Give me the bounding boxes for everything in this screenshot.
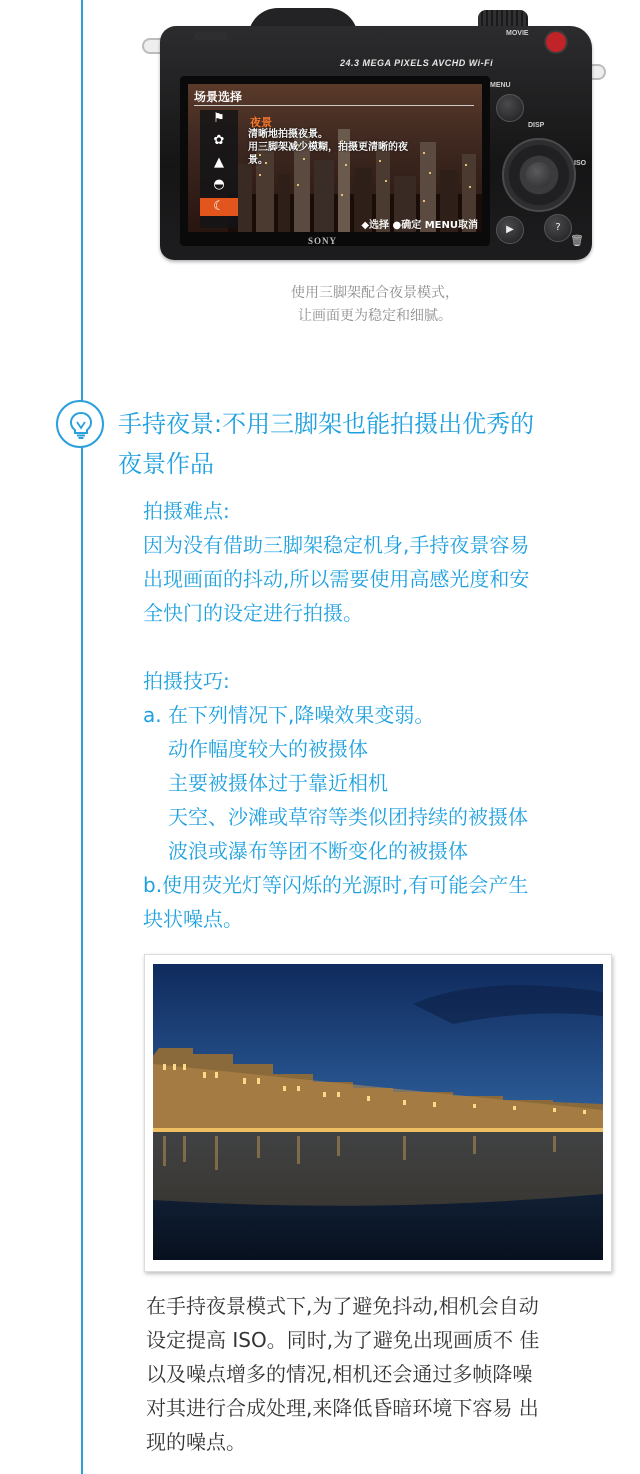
tip-a-item: 波浪或瀑布等团不断变化的被摄体 bbox=[168, 839, 468, 863]
landscape-icon: ▲ bbox=[214, 155, 224, 170]
lightbulb-icon bbox=[56, 400, 104, 448]
iso-label: ISO bbox=[574, 160, 587, 167]
paragraph-line: 以及噪点增多的情况,相机还会通过多帧降噪 bbox=[146, 1362, 533, 1386]
paragraph-line: 设定提高 ISO。同时,为了避免出现画质不 佳 bbox=[146, 1328, 540, 1352]
paragraph-line: 对其进行合成处理,来降低昏暗环境下容易 出 bbox=[146, 1396, 539, 1420]
camera-illustration bbox=[140, 0, 610, 262]
movie-label: MOVIE bbox=[506, 30, 529, 37]
timeline-line bbox=[81, 0, 83, 1474]
paragraph-line: 现的噪点。 bbox=[146, 1430, 246, 1454]
playback-icon: ▶ bbox=[496, 216, 524, 244]
brand-logo: SONY bbox=[308, 236, 338, 246]
section-heading: 手持夜景:不用三脚架也能拍摄出优秀的 bbox=[118, 410, 535, 438]
sports-icon: ⚑ bbox=[213, 111, 225, 126]
night-scene-icon: ☾ bbox=[200, 198, 238, 216]
scene-mode-name: 夜景 bbox=[250, 116, 272, 129]
difficulty-text-line: 全快门的设定进行拍摄。 bbox=[143, 601, 363, 625]
center-button bbox=[526, 162, 552, 188]
difficulty-text-line: 出现画面的抖动,所以需要使用高感光度和安 bbox=[143, 567, 530, 591]
flash-button bbox=[194, 32, 228, 40]
lcd-display bbox=[188, 84, 482, 232]
tip-a-item: 动作幅度较大的被摄体 bbox=[168, 737, 368, 761]
tip-b-line: 块状噪点。 bbox=[143, 907, 243, 931]
scene-mode-description: 清晰地拍摄夜景。 用三脚架减少模糊，拍摄更清晰的夜 景。 bbox=[248, 129, 408, 166]
movie-record-button bbox=[544, 30, 568, 54]
photo-frame bbox=[144, 954, 612, 1272]
help-icon: ? bbox=[544, 214, 572, 242]
difficulty-text-line: 因为没有借助三脚架稳定机身,手持夜景容易 bbox=[143, 533, 530, 557]
tips-label: 拍摄技巧: bbox=[143, 669, 230, 693]
image-caption: 使用三脚架配合夜景模式， bbox=[291, 285, 459, 301]
menu-label: MENU bbox=[490, 82, 511, 89]
control-wheel bbox=[502, 138, 576, 212]
section-heading: 夜景作品 bbox=[118, 450, 214, 478]
macro-flower-icon: ✿ bbox=[213, 133, 225, 148]
image-caption: 让画面更为稳定和细腻。 bbox=[298, 308, 452, 324]
sunset-icon: ◓ bbox=[213, 177, 225, 192]
difficulty-label: 拍摄难点: bbox=[143, 499, 230, 523]
disp-label: DISP bbox=[528, 122, 545, 129]
tip-a-item: 天空、沙滩或草帘等类似团持续的被摄体 bbox=[168, 805, 528, 829]
trash-icon: 🗑 bbox=[570, 234, 584, 247]
paragraph-line: 在手持夜景模式下,为了避免抖动,相机会自动 bbox=[146, 1294, 539, 1318]
camera-lcd-screen bbox=[180, 76, 490, 246]
divider bbox=[194, 105, 474, 106]
lcd-bottom-bar: ◆选择 ●确定 MENU取消 bbox=[361, 220, 478, 231]
night-river-photo bbox=[153, 964, 603, 1260]
tip-a: a. 在下列情况下,降噪效果变弱。 bbox=[143, 703, 435, 727]
tip-a-item: 主要被摄体过于靠近相机 bbox=[168, 771, 388, 795]
menu-button bbox=[496, 94, 524, 122]
camera-spec-text: 24.3 MEGA PIXELS AVCHD Wi-Fi bbox=[340, 58, 494, 68]
tip-b-line: b.使用荧光灯等闪烁的光源时,有可能会产生 bbox=[143, 873, 529, 897]
scene-icon-strip bbox=[200, 110, 238, 228]
lcd-title: 场景选择 bbox=[194, 90, 243, 104]
